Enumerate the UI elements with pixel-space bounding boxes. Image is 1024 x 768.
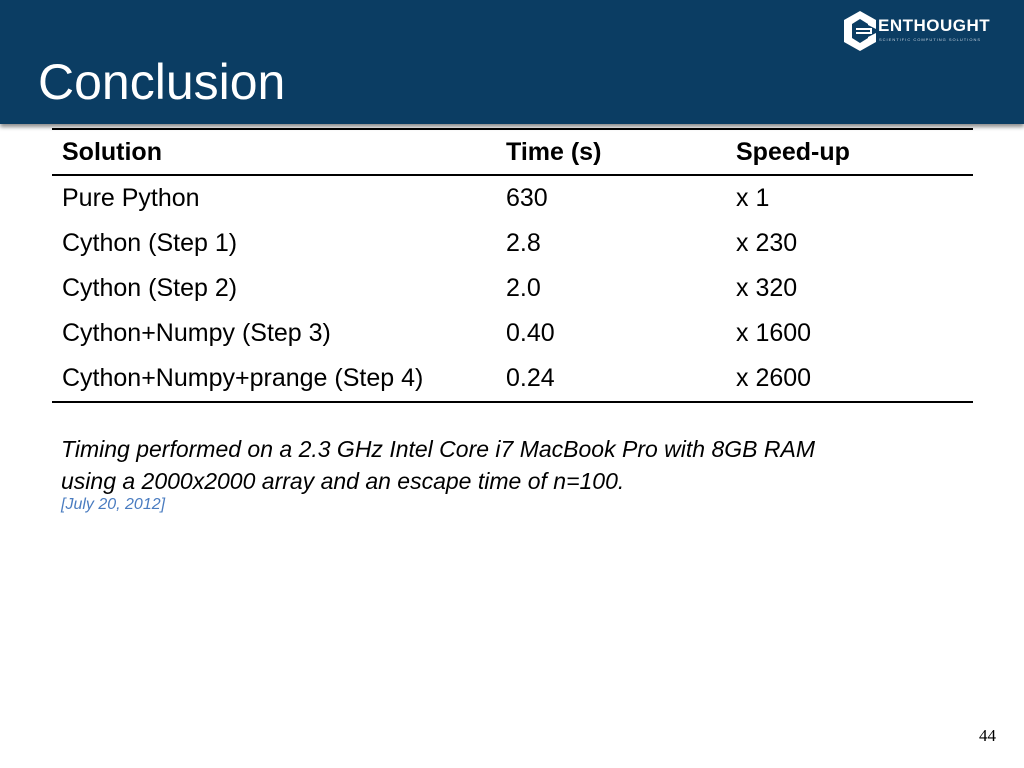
cell-time: 2.0 [506,274,541,302]
logo-wordmark: ENTHOUGHT [878,16,991,35]
cell-time: 0.24 [496,356,726,402]
page-number: 44 [979,726,996,745]
table-row [52,356,973,402]
slide-header [0,0,1024,124]
column-header-time: Time (s) [496,129,726,175]
cell-time: 630 [506,184,548,212]
column-header-speedup: Speed-up [726,129,973,175]
column-header-solution: Solution [52,129,496,175]
table-row [52,266,973,311]
cell-speedup: x 320 [736,274,798,302]
enthought-logo-icon [842,9,878,53]
cell-speedup: x 2600 [726,356,973,402]
timing-footnote [61,433,961,497]
slide-title: Conclusion [38,54,286,110]
table-row [52,175,973,221]
cell-speedup: x 230 [736,229,798,257]
table-row [52,221,973,266]
cell-solution: Cython (Step 1) [62,229,238,257]
cell-time: 2.8 [506,229,541,257]
table-row [52,311,973,356]
cell-solution: Cython+Numpy+prange (Step 4) [52,356,496,402]
footnote-line-1: Timing performed on a 2.3 GHz Intel Core i7 MacBook Pro with 8GB RAM [61,436,815,462]
results-table [52,128,973,403]
cell-solution: Cython+Numpy (Step 3) [62,319,331,347]
table-header-row [52,129,973,175]
cell-speedup: x 1600 [736,319,812,347]
footnote-date: [July 20, 2012] [61,496,166,513]
logo-tagline: SCIENTIFIC COMPUTING SOLUTIONS [879,37,982,42]
cell-speedup: x 1 [736,184,770,212]
cell-solution: Cython (Step 2) [62,274,238,302]
cell-solution: Pure Python [62,184,200,212]
footnote-line-2: using a 2000x2000 array and an escape time of n=100. [61,468,625,494]
enthought-logo [842,8,1014,54]
cell-time: 0.40 [506,319,555,347]
